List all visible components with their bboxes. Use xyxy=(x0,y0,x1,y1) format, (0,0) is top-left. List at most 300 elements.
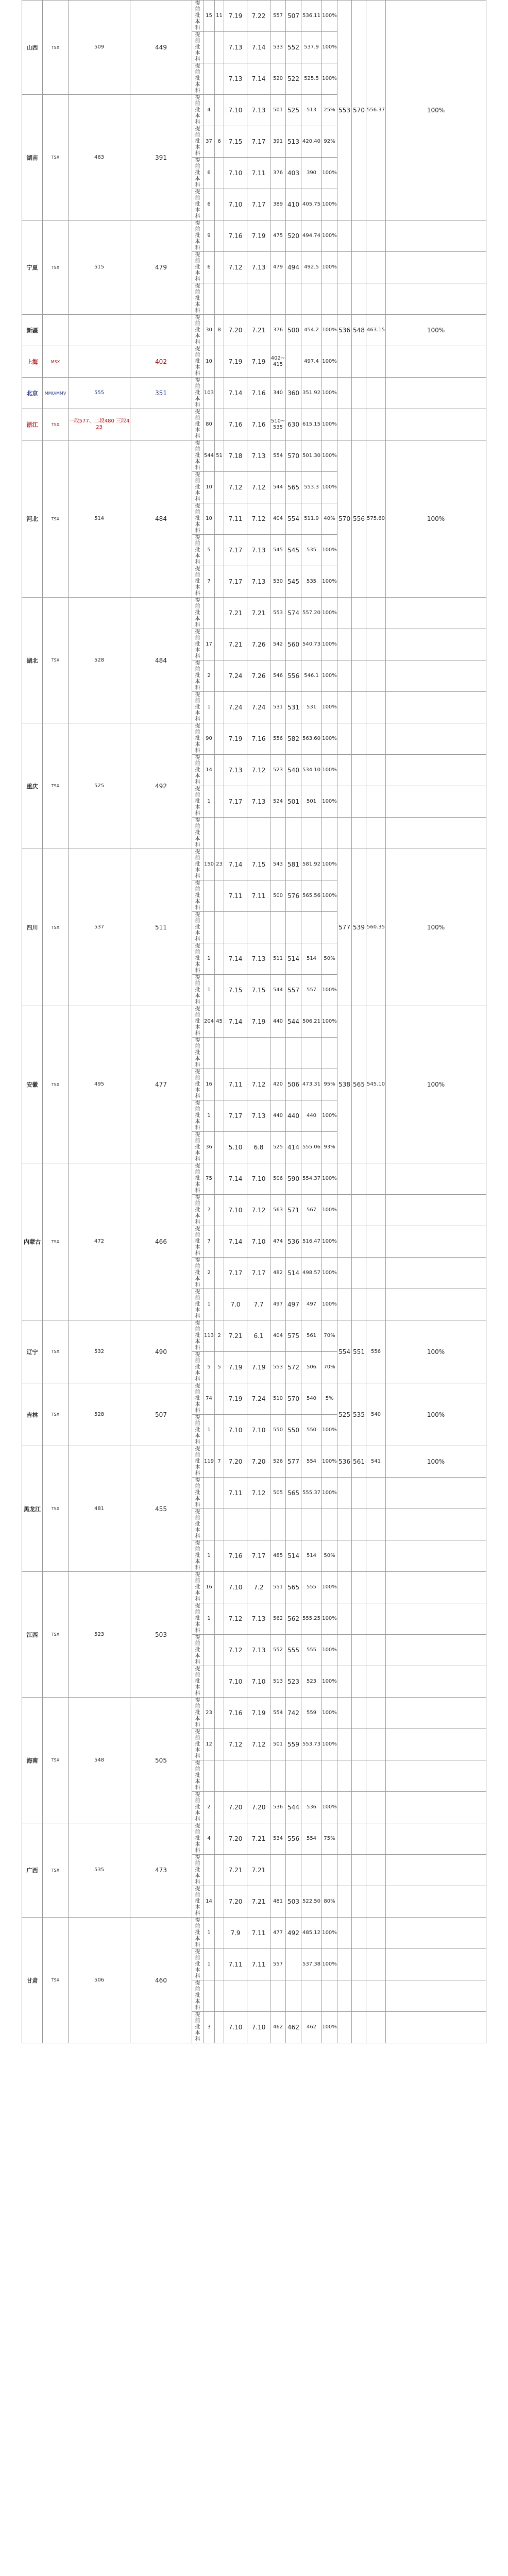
start-date-cell: 7.10 xyxy=(224,189,247,221)
score-line-1-cell: 528 xyxy=(69,598,130,723)
type-cell-text: 提前批本科 xyxy=(195,1918,200,1948)
min-score-cell: 497 xyxy=(286,1289,301,1320)
avg-score-cell: 553.73 xyxy=(301,1729,322,1760)
min-score-cell: 544 xyxy=(286,1792,301,1823)
max-score-cell: 553 xyxy=(270,1352,286,1383)
extra-1-cell xyxy=(337,692,352,723)
type-cell-text: 提前批本科 xyxy=(195,346,200,377)
extra-1-cell xyxy=(337,346,352,378)
type-cell-text: 提前批本科 xyxy=(195,1855,200,1885)
plan-cell: 74 xyxy=(204,1383,215,1415)
extra-4-cell xyxy=(386,378,486,409)
type-cell xyxy=(192,1195,204,1226)
extra-2-cell xyxy=(352,1666,366,1698)
plan-b-cell xyxy=(215,1760,224,1792)
min-score-cell: 520 xyxy=(286,221,301,252)
table-row xyxy=(22,1383,486,1415)
type-cell-text: 提前批本科 xyxy=(195,32,200,62)
extra-3-cell xyxy=(366,1163,386,1195)
rate-cell: 100% xyxy=(322,755,337,786)
start-date-cell: 7.19 xyxy=(224,1352,247,1383)
type-cell-text: 提前批本科 xyxy=(195,1478,200,1508)
max-score-cell: 554 xyxy=(270,440,286,472)
max-score-cell: 556 xyxy=(270,723,286,755)
avg-score-cell xyxy=(301,283,322,315)
extra-4-cell xyxy=(386,1603,486,1635)
rate-cell: 100% xyxy=(322,346,337,378)
min-score-cell: 577 xyxy=(286,1446,301,1478)
extra-3-cell xyxy=(366,786,386,818)
min-score-cell: 570 xyxy=(286,1383,301,1415)
plan-b-cell xyxy=(215,1792,224,1823)
type-cell-text: 提前批本科 xyxy=(195,1446,200,1477)
rate-cell: 100% xyxy=(322,849,337,880)
end-date-cell: 7.17 xyxy=(247,126,270,158)
max-score-cell: 482 xyxy=(270,1258,286,1289)
end-date-cell: 7.21 xyxy=(247,598,270,629)
extra-3-cell xyxy=(366,755,386,786)
rate-cell: 100% xyxy=(322,1289,337,1320)
province-cell: 宁夏 xyxy=(22,221,43,315)
avg-score-cell: 565.56 xyxy=(301,880,322,912)
plan-b-cell xyxy=(215,598,224,629)
type-cell-text: 提前批本科 xyxy=(195,1823,200,1854)
plan-cell: 2 xyxy=(204,1792,215,1823)
plan-b-cell xyxy=(215,472,224,503)
min-score-cell: 492 xyxy=(286,1918,301,1949)
extra-3-cell xyxy=(366,1886,386,1918)
score-line-1-cell: 515 xyxy=(69,221,130,315)
end-date-cell: 7.11 xyxy=(247,880,270,912)
avg-score-cell: 555.06 xyxy=(301,1132,322,1163)
end-date-cell: 7.11 xyxy=(247,1949,270,1980)
extra-2-cell xyxy=(352,1635,366,1666)
table-row xyxy=(22,1446,486,1478)
rate-cell: 92% xyxy=(322,126,337,158)
plan-b-cell: 23 xyxy=(215,849,224,880)
start-date-cell: 7.20 xyxy=(224,1446,247,1478)
avg-score-cell xyxy=(301,1855,322,1886)
extra-3-cell xyxy=(366,1980,386,2012)
plan-b-cell xyxy=(215,32,224,63)
type-cell xyxy=(192,1760,204,1792)
table-row xyxy=(22,1,486,32)
plan-b-cell xyxy=(215,1100,224,1132)
type-cell xyxy=(192,1855,204,1886)
batch-cell: TSX xyxy=(43,1,69,95)
type-cell xyxy=(192,723,204,755)
type-cell xyxy=(192,566,204,598)
score-line-2-cell xyxy=(130,315,192,346)
max-score-cell: 531 xyxy=(270,692,286,723)
start-date-cell: 7.11 xyxy=(224,1949,247,1980)
rate-cell: 50% xyxy=(322,1540,337,1572)
type-cell xyxy=(192,252,204,283)
plan-b-cell xyxy=(215,1949,224,1980)
start-date-cell: 7.14 xyxy=(224,943,247,975)
end-date-cell: 7.11 xyxy=(247,1918,270,1949)
score-line-1-cell: 514 xyxy=(69,440,130,598)
start-date-cell: 7.16 xyxy=(224,1540,247,1572)
end-date-cell: 6.8 xyxy=(247,1132,270,1163)
extra-3-cell xyxy=(366,283,386,315)
max-score-cell: 524 xyxy=(270,786,286,818)
extra-4-cell xyxy=(386,1478,486,1509)
extra-4-cell: 100% xyxy=(386,1,486,221)
extra-1-cell xyxy=(337,1195,352,1226)
extra-4-cell xyxy=(386,786,486,818)
end-date-cell: 7.16 xyxy=(247,378,270,409)
score-line-2-cell: 507 xyxy=(130,1383,192,1446)
score-line-2-cell: 490 xyxy=(130,1320,192,1383)
end-date-cell: 6.1 xyxy=(247,1320,270,1352)
extra-2-cell xyxy=(352,1729,366,1760)
avg-score-cell: 536 xyxy=(301,1792,322,1823)
min-score-cell: 550 xyxy=(286,1415,301,1446)
extra-2-cell xyxy=(352,1886,366,1918)
end-date-cell: 7.15 xyxy=(247,975,270,1006)
rate-cell: 100% xyxy=(322,1572,337,1603)
plan-cell: 16 xyxy=(204,1069,215,1100)
type-cell xyxy=(192,1289,204,1320)
extra-4-cell xyxy=(386,1195,486,1226)
extra-3-cell xyxy=(366,1792,386,1823)
extra-1-cell xyxy=(337,1823,352,1855)
extra-2-cell xyxy=(352,1949,366,1980)
min-score-cell: 570 xyxy=(286,440,301,472)
batch-cell: TSX xyxy=(43,849,69,1006)
type-cell xyxy=(192,692,204,723)
max-score-cell: 391 xyxy=(270,126,286,158)
score-line-2-cell: 505 xyxy=(130,1698,192,1823)
extra-2-cell: 570 xyxy=(352,1,366,221)
max-score-cell xyxy=(270,818,286,849)
rate-cell: 100% xyxy=(322,1918,337,1949)
max-score-cell: 500 xyxy=(270,880,286,912)
extra-3-cell xyxy=(366,629,386,660)
extra-2-cell xyxy=(352,660,366,692)
end-date-cell: 7.12 xyxy=(247,472,270,503)
score-line-1-cell xyxy=(69,315,130,346)
extra-3-cell xyxy=(366,598,386,629)
end-date-cell xyxy=(247,912,270,943)
max-score-cell: 479 xyxy=(270,252,286,283)
type-cell-text: 提前批本科 xyxy=(195,660,200,691)
max-score-cell: 557 xyxy=(270,1949,286,1980)
rate-cell: 100% xyxy=(322,975,337,1006)
plan-b-cell xyxy=(215,1069,224,1100)
score-line-2-cell: 511 xyxy=(130,849,192,1006)
min-score-cell xyxy=(286,1760,301,1792)
extra-3-cell xyxy=(366,1195,386,1226)
type-cell xyxy=(192,1352,204,1383)
extra-2-cell xyxy=(352,818,366,849)
max-score-cell: 544 xyxy=(270,975,286,1006)
extra-1-cell xyxy=(337,598,352,629)
type-cell-text: 提前批本科 xyxy=(195,1792,200,1822)
end-date-cell: 7.14 xyxy=(247,32,270,63)
extra-4-cell xyxy=(386,1792,486,1823)
type-cell xyxy=(192,32,204,63)
plan-cell: 7 xyxy=(204,1195,215,1226)
type-cell xyxy=(192,1478,204,1509)
type-cell-text: 提前批本科 xyxy=(195,975,200,1005)
start-date-cell: 7.15 xyxy=(224,975,247,1006)
type-cell-text: 提前批本科 xyxy=(195,1289,200,1319)
min-score-cell: 514 xyxy=(286,1258,301,1289)
rate-cell xyxy=(322,818,337,849)
score-line-1-cell: 523 xyxy=(69,1572,130,1698)
min-score-cell: 507 xyxy=(286,1,301,32)
avg-score-cell: 498.57 xyxy=(301,1258,322,1289)
plan-b-cell xyxy=(215,1195,224,1226)
min-score-cell: 414 xyxy=(286,1132,301,1163)
extra-4-cell: 100% xyxy=(386,1006,486,1163)
extra-1-cell xyxy=(337,1603,352,1635)
max-score-cell: 536 xyxy=(270,1792,286,1823)
plan-b-cell xyxy=(215,1038,224,1069)
table-row xyxy=(22,378,486,409)
extra-2-cell xyxy=(352,1540,366,1572)
plan-cell xyxy=(204,1855,215,1886)
rate-cell xyxy=(322,1855,337,1886)
type-cell xyxy=(192,1918,204,1949)
type-cell-text: 提前批本科 xyxy=(195,1,200,31)
province-cell: 广西 xyxy=(22,1823,43,1918)
avg-score-cell: 554 xyxy=(301,1446,322,1478)
extra-3-cell xyxy=(366,1635,386,1666)
extra-1-cell xyxy=(337,1949,352,1980)
min-score-cell: 565 xyxy=(286,472,301,503)
extra-3-cell: 545.10 xyxy=(366,1006,386,1163)
extra-2-cell xyxy=(352,1698,366,1729)
type-cell xyxy=(192,1038,204,1069)
min-score-cell: 630 xyxy=(286,409,301,440)
end-date-cell: 7.12 xyxy=(247,1729,270,1760)
type-cell xyxy=(192,283,204,315)
end-date-cell: 7.2 xyxy=(247,1572,270,1603)
min-score-cell: 559 xyxy=(286,1729,301,1760)
min-score-cell: 514 xyxy=(286,1540,301,1572)
table-row xyxy=(22,1823,486,1855)
start-date-cell: 7.13 xyxy=(224,63,247,95)
min-score-cell: 544 xyxy=(286,1006,301,1038)
extra-2-cell xyxy=(352,252,366,283)
batch-cell: MSX xyxy=(43,346,69,378)
province-cell: 吉林 xyxy=(22,1383,43,1446)
avg-score-cell: 501.30 xyxy=(301,440,322,472)
max-score-cell xyxy=(270,1038,286,1069)
extra-2-cell xyxy=(352,598,366,629)
end-date-cell: 7.21 xyxy=(247,1886,270,1918)
plan-cell: 1 xyxy=(204,943,215,975)
plan-b-cell xyxy=(215,95,224,126)
type-cell xyxy=(192,1698,204,1729)
extra-2-cell xyxy=(352,2012,366,2043)
plan-cell xyxy=(204,912,215,943)
plan-b-cell xyxy=(215,629,224,660)
max-score-cell: 511 xyxy=(270,943,286,975)
type-cell xyxy=(192,1258,204,1289)
province-cell: 安徽 xyxy=(22,1006,43,1163)
plan-b-cell xyxy=(215,535,224,566)
plan-b-cell xyxy=(215,1666,224,1698)
plan-cell: 4 xyxy=(204,95,215,126)
plan-cell: 204 xyxy=(204,1006,215,1038)
extra-3-cell xyxy=(366,1823,386,1855)
start-date-cell: 7.14 xyxy=(224,378,247,409)
end-date-cell: 7.10 xyxy=(247,1415,270,1446)
min-score-cell: 556 xyxy=(286,660,301,692)
end-date-cell: 7.13 xyxy=(247,1100,270,1132)
max-score-cell xyxy=(270,283,286,315)
extra-1-cell: 525 xyxy=(337,1383,352,1446)
type-cell xyxy=(192,158,204,189)
end-date-cell: 7.19 xyxy=(247,1352,270,1383)
rate-cell xyxy=(322,912,337,943)
end-date-cell: 7.13 xyxy=(247,252,270,283)
plan-b-cell xyxy=(215,1163,224,1195)
plan-cell: 14 xyxy=(204,1886,215,1918)
rate-cell: 100% xyxy=(322,566,337,598)
extra-4-cell xyxy=(386,1949,486,1980)
max-score-cell: 420 xyxy=(270,1069,286,1100)
end-date-cell: 7.20 xyxy=(247,1446,270,1478)
plan-b-cell xyxy=(215,1258,224,1289)
avg-score-cell: 522.50 xyxy=(301,1886,322,1918)
extra-3-cell: 556.37 xyxy=(366,1,386,221)
type-cell xyxy=(192,786,204,818)
max-score-cell: 544 xyxy=(270,472,286,503)
type-cell-text: 提前批本科 xyxy=(195,1949,200,1979)
end-date-cell: 7.13 xyxy=(247,786,270,818)
extra-1-cell xyxy=(337,1540,352,1572)
extra-4-cell xyxy=(386,1729,486,1760)
plan-cell: 75 xyxy=(204,1163,215,1195)
start-date-cell xyxy=(224,1509,247,1540)
extra-1-cell xyxy=(337,1635,352,1666)
extra-3-cell xyxy=(366,1918,386,1949)
min-score-cell: 575 xyxy=(286,1320,301,1352)
min-score-cell: 590 xyxy=(286,1163,301,1195)
plan-cell xyxy=(204,818,215,849)
max-score-cell: 553 xyxy=(270,598,286,629)
table-row xyxy=(22,346,486,378)
type-cell-text: 提前批本科 xyxy=(195,755,200,785)
type-cell-text: 提前批本科 xyxy=(195,1635,200,1665)
start-date-cell: 7.21 xyxy=(224,1320,247,1352)
max-score-cell xyxy=(270,1760,286,1792)
type-cell-text: 提前批本科 xyxy=(195,723,200,754)
plan-b-cell xyxy=(215,1729,224,1760)
plan-b-cell xyxy=(215,63,224,95)
extra-1-cell xyxy=(337,1226,352,1258)
start-date-cell: 7.16 xyxy=(224,1698,247,1729)
plan-cell: 3 xyxy=(204,2012,215,2043)
rate-cell: 100% xyxy=(322,1478,337,1509)
score-line-2-cell: 503 xyxy=(130,1572,192,1698)
type-cell-text: 提前批本科 xyxy=(195,1006,200,1037)
admission-score-table xyxy=(22,0,486,2043)
batch-cell: TSX xyxy=(43,1572,69,1698)
start-date-cell: 5.10 xyxy=(224,1132,247,1163)
rate-cell: 100% xyxy=(322,1446,337,1478)
plan-b-cell xyxy=(215,158,224,189)
type-cell-text: 提前批本科 xyxy=(195,409,200,439)
plan-b-cell xyxy=(215,1289,224,1320)
extra-4-cell xyxy=(386,1540,486,1572)
extra-3-cell xyxy=(366,1572,386,1603)
start-date-cell: 7.20 xyxy=(224,1886,247,1918)
plan-cell: 10 xyxy=(204,472,215,503)
plan-b-cell: 6 xyxy=(215,126,224,158)
score-line-1-cell: 532 xyxy=(69,1320,130,1383)
min-score-cell: 556 xyxy=(286,1823,301,1855)
type-cell-text: 提前批本科 xyxy=(195,1698,200,1728)
batch-cell: TSX xyxy=(43,440,69,598)
score-line-2-cell: 484 xyxy=(130,440,192,598)
extra-4-cell xyxy=(386,221,486,252)
plan-cell xyxy=(204,598,215,629)
extra-3-cell xyxy=(366,1540,386,1572)
rate-cell: 75% xyxy=(322,1823,337,1855)
extra-3-cell xyxy=(366,1729,386,1760)
type-cell-text: 提前批本科 xyxy=(195,1038,200,1068)
score-line-1-cell: 555 xyxy=(69,378,130,409)
end-date-cell xyxy=(247,1038,270,1069)
start-date-cell: 7.24 xyxy=(224,692,247,723)
min-score-cell: 565 xyxy=(286,1478,301,1509)
end-date-cell: 7.24 xyxy=(247,692,270,723)
batch-cell: TSX xyxy=(43,1163,69,1320)
batch-cell: TSX xyxy=(43,1446,69,1572)
type-cell xyxy=(192,1006,204,1038)
avg-score-cell: 454.2 xyxy=(301,315,322,346)
plan-cell: 1 xyxy=(204,786,215,818)
avg-score-cell: 420.40 xyxy=(301,126,322,158)
type-cell-text: 提前批本科 xyxy=(195,126,200,157)
province-cell: 辽宁 xyxy=(22,1320,43,1383)
province-cell: 河北 xyxy=(22,440,43,598)
extra-4-cell xyxy=(386,1918,486,1949)
max-score-cell: 440 xyxy=(270,1006,286,1038)
avg-score-cell: 563.60 xyxy=(301,723,322,755)
plan-b-cell xyxy=(215,503,224,535)
rate-cell: 100% xyxy=(322,1415,337,1446)
start-date-cell: 7.10 xyxy=(224,1666,247,1698)
plan-b-cell xyxy=(215,1132,224,1163)
rate-cell: 100% xyxy=(322,472,337,503)
plan-cell: 23 xyxy=(204,1698,215,1729)
type-cell xyxy=(192,1572,204,1603)
avg-score-cell: 440 xyxy=(301,1100,322,1132)
rate-cell: 100% xyxy=(322,660,337,692)
start-date-cell: 7.12 xyxy=(224,1729,247,1760)
score-line-2-cell: 479 xyxy=(130,221,192,315)
plan-cell: 6 xyxy=(204,158,215,189)
plan-b-cell xyxy=(215,660,224,692)
extra-1-cell: 570 xyxy=(337,440,352,598)
min-score-cell: 555 xyxy=(286,1635,301,1666)
type-cell xyxy=(192,975,204,1006)
extra-1-cell xyxy=(337,221,352,252)
extra-2-cell: 535 xyxy=(352,1383,366,1446)
extra-1-cell xyxy=(337,1886,352,1918)
plan-cell xyxy=(204,1760,215,1792)
min-score-cell: 545 xyxy=(286,535,301,566)
type-cell xyxy=(192,1509,204,1540)
extra-3-cell xyxy=(366,1760,386,1792)
